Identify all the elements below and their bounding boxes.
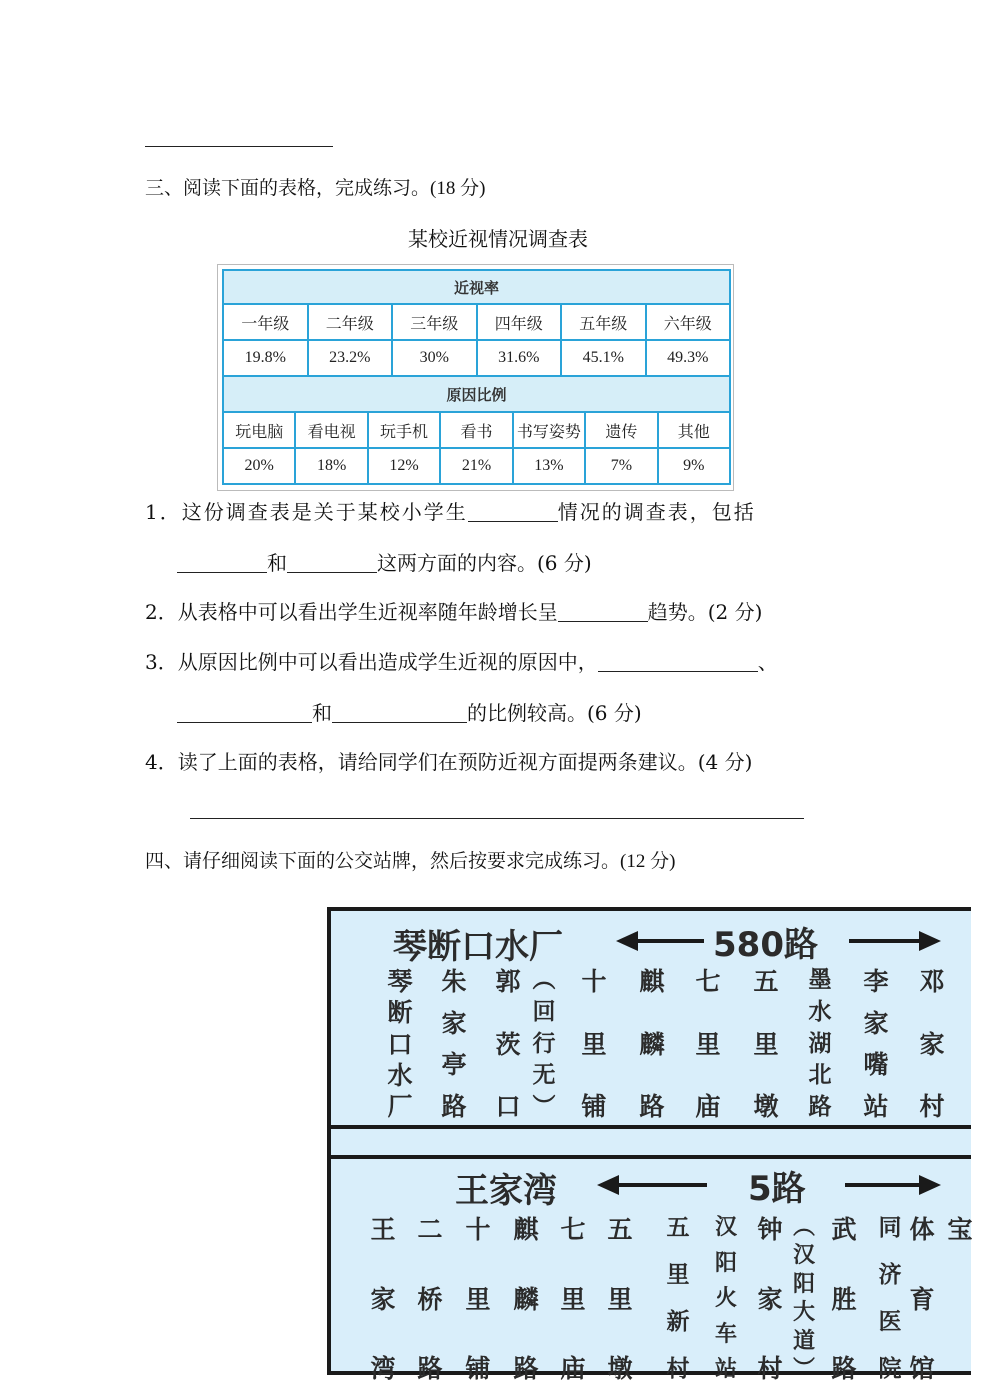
rate-cell: 31.6% [478, 341, 563, 377]
bus-stop-name: 武 胜 路 [831, 1215, 857, 1383]
answer-line-q4[interactable] [190, 818, 804, 819]
bus-stop-name: 同 济 医 院 [878, 1215, 902, 1382]
reason-grid [222, 377, 731, 485]
reason-value-cell: 18% [296, 449, 368, 485]
section4-points: (12 分) [620, 851, 676, 872]
grade-cell: 三年级 [393, 305, 478, 341]
route-580-panel [331, 911, 971, 1123]
answer-line-top [145, 146, 333, 147]
reason-value-cell: 21% [441, 449, 513, 485]
reason-cell: 其他 [659, 413, 731, 449]
bus-stop-name: 琴 断 口 水 厂 [387, 967, 413, 1121]
bus-stop-name: 宝 [947, 1215, 973, 1244]
grade-cell: 六年级 [647, 305, 732, 341]
question-3-line-1: 3．从原因比例中可以看出造成学生近视的原因中， 、 [145, 650, 778, 674]
answer-blank[interactable] [287, 552, 377, 573]
grade-cell: 四年级 [478, 305, 563, 341]
bus-stop-name: 七 里 庙 [695, 967, 721, 1121]
answer-blank[interactable] [332, 702, 467, 723]
reason-value-cell: 12% [369, 449, 441, 485]
left-arrow-icon [617, 1183, 707, 1187]
bus-stop-name: 王 家 湾 [370, 1215, 396, 1383]
reason-value-cell: 9% [659, 449, 731, 485]
bus-stop-name: 钟 家 村 [757, 1215, 783, 1383]
answer-blank[interactable] [598, 651, 758, 672]
grade-cell: 二年级 [309, 305, 394, 341]
bus-stop-name: 二 桥 路 [417, 1215, 443, 1383]
rate-cell: 30% [393, 341, 478, 377]
answer-blank[interactable] [468, 501, 558, 522]
section3-title: 三、阅读下面的表格，完成练习。 [145, 177, 431, 199]
bus-stop-name: 十 里 铺 [465, 1215, 491, 1383]
right-arrow-icon [849, 939, 921, 943]
reason-header: 原因比例 [224, 377, 731, 413]
question-1-line-2: 和 这两方面的内容。(6 分) [177, 547, 592, 576]
rate-header: 近视率 [224, 271, 731, 305]
bus-stop-name: 五 里 墩 [607, 1215, 633, 1383]
route-5-number: 5路 [748, 1169, 806, 1209]
left-arrow-icon [636, 939, 704, 943]
bus-stop-name: 汉 阳 火 车 站 [714, 1215, 737, 1382]
rate-cell: 19.8% [224, 341, 309, 377]
reason-cell: 看电视 [296, 413, 368, 449]
reason-value-cell: 7% [586, 449, 658, 485]
bus-stop-name: 十 里 铺 [581, 967, 607, 1121]
table-caption: 某校近视情况调查表 [408, 227, 588, 251]
bus-stop-name: 五 里 新 村 [666, 1215, 690, 1382]
bus-stop-name: 麒 麟 路 [639, 967, 665, 1121]
answer-blank[interactable] [177, 552, 267, 573]
bus-stop-name: 李 家 嘴 站 [863, 967, 889, 1121]
right-arrow-icon [845, 1183, 921, 1187]
reason-cell: 遗传 [586, 413, 658, 449]
grade-cell: 五年级 [562, 305, 647, 341]
rate-cell: 45.1% [562, 341, 647, 377]
bus-stop-name: 五 里 墩 [753, 967, 779, 1121]
section3-points: (18 分) [430, 178, 486, 199]
question-3-line-2: 和 的比例较高。(6 分) [177, 697, 642, 726]
answer-blank[interactable] [177, 702, 312, 723]
reason-cell: 玩电脑 [224, 413, 296, 449]
bus-stop-name: 郭 茨 口 [495, 967, 521, 1121]
answer-blank[interactable] [558, 601, 648, 622]
sign-divider [331, 1125, 971, 1159]
bus-stop-name: 麒 麟 路 [513, 1215, 539, 1383]
bus-stop-name: 墨 水 湖 北 路 [808, 967, 832, 1120]
rate-cell: 23.2% [309, 341, 394, 377]
bus-stop-sign [327, 907, 973, 1383]
reason-cell: 书写姿势 [514, 413, 586, 449]
bus-stop-name: ︵ 汉 阳 大 道 ︶ [792, 1215, 815, 1382]
rate-cell: 49.3% [647, 341, 732, 377]
myopia-survey-table [217, 264, 734, 491]
section4-title: 四、请仔细阅读下面的公交站牌，然后按要求完成练习。 [145, 850, 621, 872]
reason-cell: 玩手机 [369, 413, 441, 449]
bus-stop-name: 朱 家 亭 路 [441, 967, 467, 1121]
question-4: 4．读了上面的表格，请给同学们在预防近视方面提两条建议。(4 分) [145, 750, 753, 774]
section4-heading [145, 846, 675, 873]
reason-value-cell: 13% [514, 449, 586, 485]
reason-value-cell: 20% [224, 449, 296, 485]
grade-cell: 一年级 [224, 305, 309, 341]
myopia-rate-grid [222, 269, 731, 377]
bus-stop-name: ︵ 回 行 无 ︶ [532, 967, 556, 1120]
route-5-panel [331, 1155, 973, 1383]
question-2: 2．从表格中可以看出学生近视率随年龄增长呈 趋势。(2 分) [145, 600, 763, 624]
reason-cell: 看书 [441, 413, 513, 449]
route-5-terminal: 王家湾 [455, 1171, 557, 1211]
route-580-terminal: 琴断口水厂 [393, 927, 563, 967]
bus-stop-name: 体 育 馆 [909, 1215, 935, 1383]
route-580-number: 580路 [713, 925, 818, 965]
question-1-line-1: 1．这份调查表是关于某校小学生 情况的调查表，包括 [145, 500, 756, 524]
bus-stop-name: 七 里 庙 [560, 1215, 586, 1383]
section3-heading [145, 173, 485, 200]
bus-stop-name: 邓 家 村 [919, 967, 945, 1121]
